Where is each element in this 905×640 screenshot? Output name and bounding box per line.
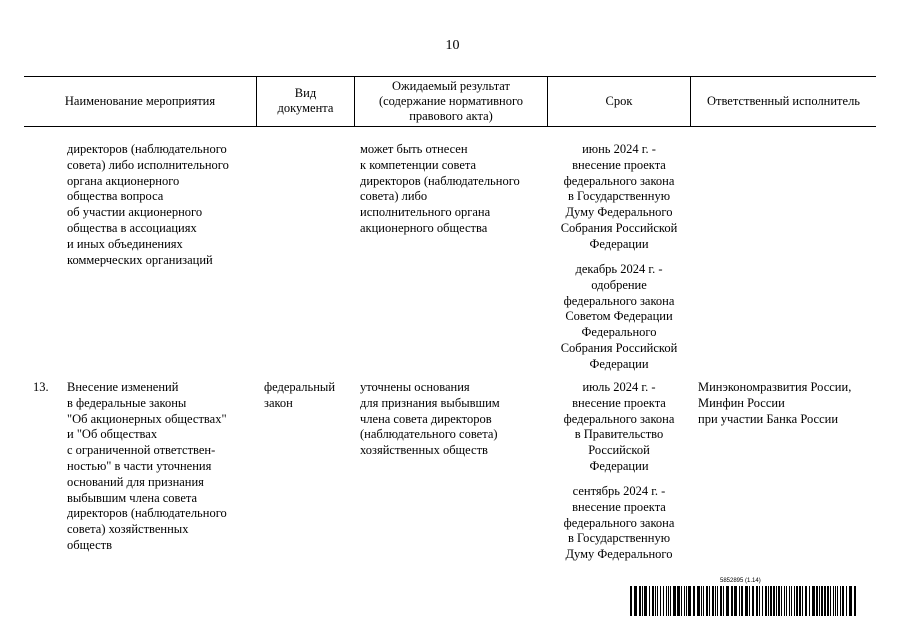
barcode-image — [630, 586, 856, 616]
row-13-deadline-1: июль 2024 г. - внесение проекта федерального закона в Правительство Российской Федерации — [563, 380, 675, 473]
row-13-name: Внесение изменений в федеральные законы "Об акционерных обществах" и "Об обществах с ограниченной ответствен- ностью" в части уточнения оснований для признания выбывшим члена совета директоров (наблюдательного совета) хозяйственных обществ — [67, 380, 227, 552]
header-doc-label: Вид документа — [277, 86, 334, 115]
row-13-responsible: Минэкономразвития России, Минфин России при участии Банка России — [698, 380, 852, 426]
header-result-label: Ожидаемый результат (содержание нормативного правового акта) — [378, 78, 524, 123]
header-responsible-label: Ответственный исполнитель — [706, 93, 861, 108]
header-cell-result — [355, 77, 547, 125]
row-number: 13. — [33, 380, 49, 394]
continued-row-deadline-2: декабрь 2024 г. - одобрение федерального закона Советом Федерации Федерального Собрания Российской Федерации — [560, 262, 678, 371]
header-cell-doc — [257, 77, 354, 125]
barcode-caption: 5852895 (1.14) — [720, 578, 761, 584]
continued-row-name: директоров (наблюдательного совета) либо исполнительного органа акционерного общества вопроса об участии акционерного общества в ассоциациях и иных объединениях коммерческих организаций — [67, 142, 229, 267]
header-cell-responsible — [691, 77, 876, 125]
header-cell-name — [24, 77, 256, 125]
page-number: 10 — [445, 38, 460, 53]
row-13-result: уточнены основания для признания выбывшим члена совета директоров (наблюдательного совета) хозяйственных обществ — [360, 380, 500, 458]
table-header-bottom-rule — [24, 126, 876, 127]
header-name-label: Наименование мероприятия — [64, 93, 216, 108]
header-deadline-label: Срок — [605, 93, 633, 108]
header-cell-deadline — [548, 77, 690, 125]
continued-row-deadline-1: июнь 2024 г. - внесение проекта федерального закона в Государственную Думу Федерального Собрания Российской Федерации — [560, 142, 678, 251]
row-13-deadline-2: сентябрь 2024 г. - внесение проекта федерального закона в Государственную Думу Федерального — [563, 484, 675, 562]
continued-row-result: может быть отнесен к компетенции совета директоров (наблюдательного совета) либо исполнительного органа акционерного общества — [360, 142, 520, 235]
row-13-doc-type: федеральный закон — [264, 380, 336, 410]
